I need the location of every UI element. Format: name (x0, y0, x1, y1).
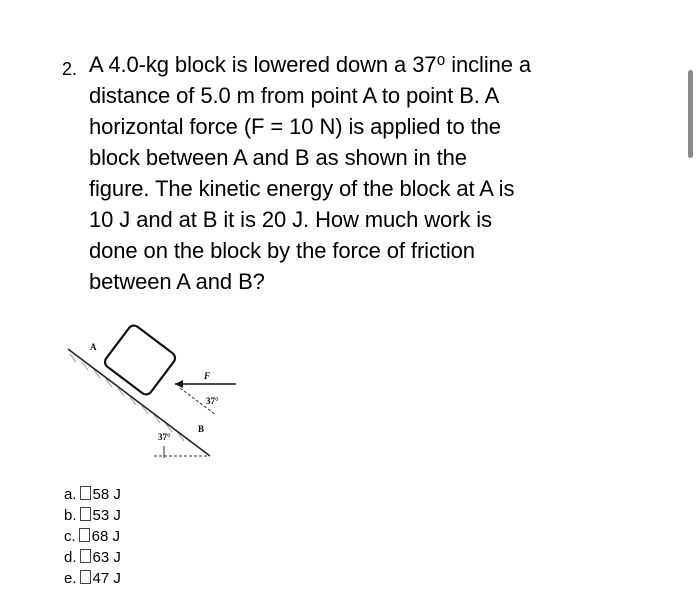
question-line: block between A and B as shown in the (89, 145, 467, 170)
question-line: 10 J and at B it is 20 J. How much work is (89, 207, 492, 232)
option-c[interactable] (64, 526, 121, 547)
question-line: figure. The kinetic energy of the block at A is (89, 176, 515, 201)
option-value: 63 J (92, 549, 121, 566)
question-number: 2. (62, 59, 78, 79)
force-label: F (204, 371, 211, 381)
option-value: 47 J (92, 570, 121, 587)
option-letter: a. (64, 486, 77, 503)
point-b-label: B (198, 424, 205, 434)
point-a-label: A (90, 342, 97, 352)
question-line: A 4.0-kg block is lowered down a 37⁰ incline a (89, 52, 532, 77)
option-d[interactable] (64, 547, 121, 568)
option-letter: b. (64, 507, 77, 524)
question-line: between A and B? (89, 269, 265, 294)
answer-options (64, 484, 121, 589)
option-letter: d. (64, 549, 77, 566)
force-arrowhead (175, 380, 183, 388)
question-line: horizontal force (F = 10 N) is applied to the (89, 114, 501, 139)
force-angle-label: 37° (206, 396, 219, 406)
question-line: done on the block by the force of friction (89, 238, 475, 263)
option-value: 53 J (92, 507, 121, 524)
checkbox-icon[interactable] (80, 549, 91, 563)
checkbox-icon[interactable] (80, 570, 91, 584)
option-value: 58 J (92, 486, 121, 503)
option-e[interactable] (64, 568, 121, 589)
block (103, 323, 178, 397)
option-value: 68 J (91, 528, 121, 545)
checkbox-icon[interactable] (80, 486, 91, 500)
option-letter: e. (64, 570, 77, 587)
option-b[interactable] (64, 505, 121, 526)
option-letter: c. (64, 528, 76, 545)
incline-angle-label: 37° (158, 432, 171, 442)
option-a[interactable] (64, 484, 121, 505)
incline-figure (62, 318, 242, 468)
checkbox-icon[interactable] (80, 507, 91, 521)
scrollbar[interactable] (688, 70, 693, 158)
checkbox-icon[interactable] (79, 528, 90, 542)
question-line: distance of 5.0 m from point A to point B. A (89, 83, 500, 108)
